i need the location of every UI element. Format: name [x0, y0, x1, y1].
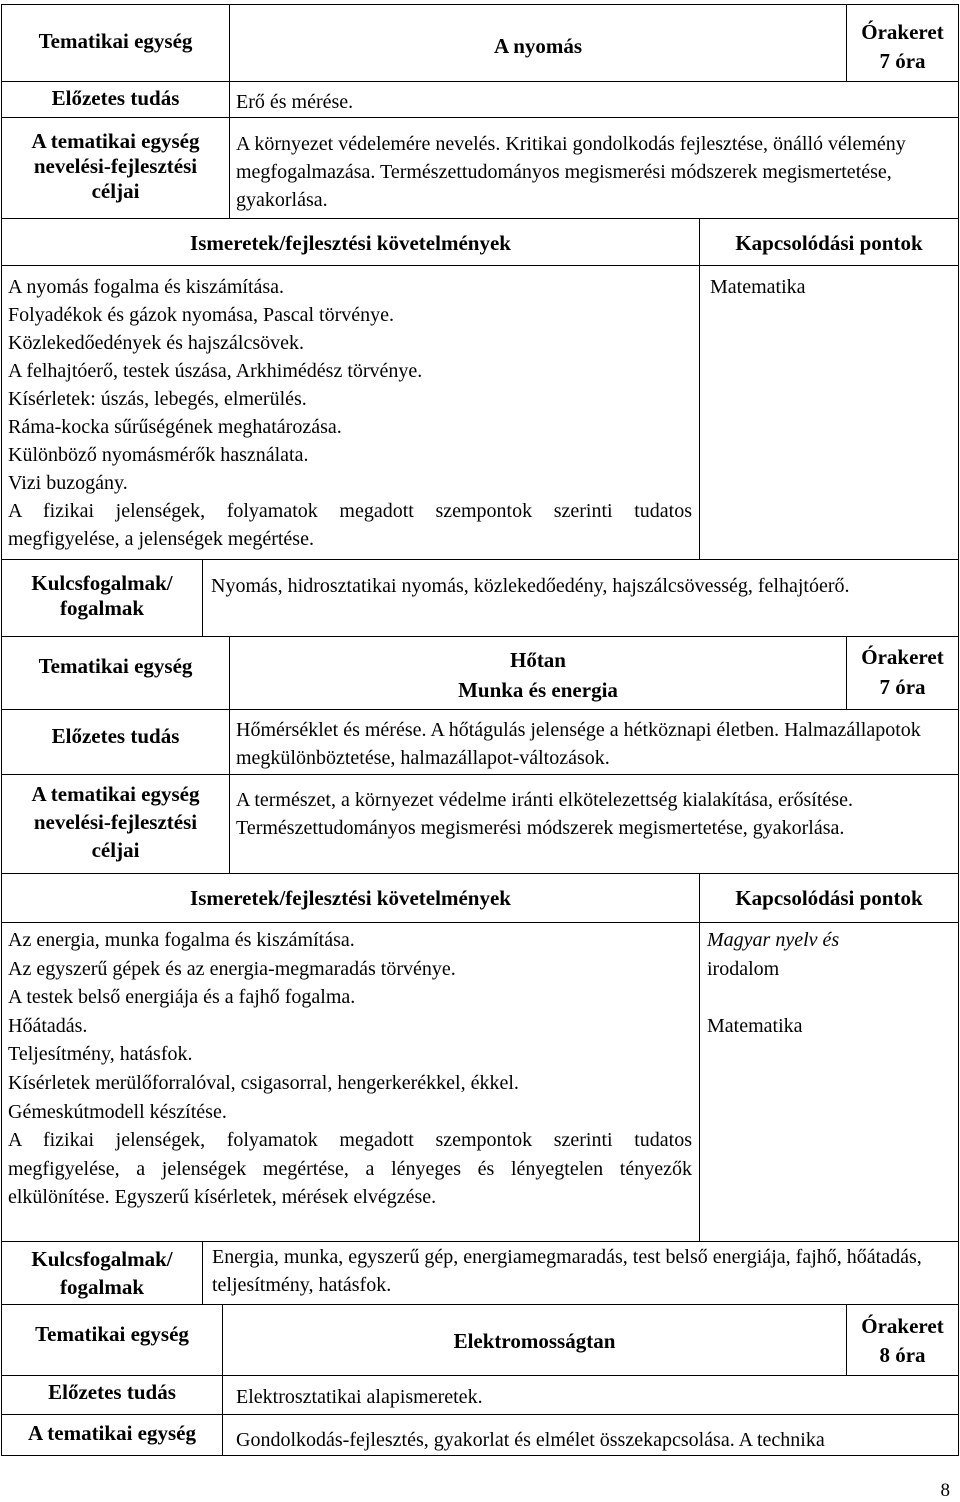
s1-tematikai-label: Tematikai egység	[38, 29, 193, 53]
s2-kulcs-label: Kulcsfogalmak/ fogalmak	[31, 1247, 173, 1299]
s1-ismeret-item: Különböző nyomásmérők használata.	[8, 444, 309, 466]
page-number: 8	[940, 1480, 950, 1501]
s3-elozetes-label: Előzetes tudás	[48, 1380, 176, 1404]
s2-ismeret-item: Az egyszerű gépek és az energia-megmaradás törvénye.	[8, 957, 456, 980]
s1-title: A nyomás	[493, 34, 583, 58]
s1-ismeret-item: Ráma-kocka sűrűségének meghatározása.	[8, 416, 342, 438]
s3-celjai-label: A tematikai egység	[28, 1421, 196, 1445]
s2-kapcsolodasi-item: irodalom	[707, 957, 780, 980]
s1-ismeret-item: Közlekedőedények és hajszálcsövek.	[8, 332, 304, 354]
s2-kapcsolodasi-italic: Magyar nyelv és	[707, 929, 840, 951]
s3-celjai-text: Gondolkodás-fejlesztés, gyakorlat és elmélet összekapcsolása. A technika	[236, 1429, 825, 1451]
s2-ismeretek-list	[8, 926, 692, 1212]
s2-ismeret-item: Teljesítmény, hatásfok.	[8, 1043, 193, 1066]
s2-ismeret-item: A fizikai jelenségek, folyamatok megadott szempontok szerinti tudatos megfigyelése, a jelenségek megértése, a lényeges és lényegtelen tényezők elkülönítése. Egyszerű kísérletek, mérések elvégzése.	[8, 1129, 692, 1209]
s2-kapcsolodasi-header: Kapcsolódási pontok	[735, 886, 923, 910]
s2-ismeretek-header: Ismeretek/fejlesztési követelmények	[190, 886, 511, 910]
s1-ismeret-item: A nyomás fogalma és kiszámítása.	[8, 276, 285, 298]
s3-title: Elektromosságtan	[453, 1329, 616, 1353]
s2-tematikai-label: Tematikai egység	[38, 654, 193, 678]
s1-celjai-label: A tematikai egység nevelési-fejlesztési céljai	[31, 129, 200, 203]
s1-elozetes-text: Erő és mérése.	[236, 91, 354, 113]
s2-orakeret-label: Órakeret	[861, 645, 944, 669]
s1-ismeret-item: A fizikai jelenségek, folyamatok megadott szempontok szerinti tudatos megfigyelése, a jelenségek megértése.	[8, 500, 692, 550]
s2-kulcs-text: Energia, munka, egyszerű gép, energiamegmaradás, test belső energiája, fajhő, hőátadás, teljesítmény, hatásfok.	[212, 1246, 922, 1296]
s1-ismeretek-list	[8, 273, 692, 553]
s1-celjai-text: A környezet védelemére nevelés. Kritikai gondolkodás fejlesztése, önálló vélemény megfogalmazása. Természettudományos megismerési módszerek megismertetése, gyakorlása.	[236, 133, 906, 211]
s2-ismeret-item: Gémeskútmodell készítése.	[8, 1100, 227, 1123]
s2-title: Hőtan Munka és energia	[458, 648, 618, 702]
s2-ismeret-item: Az energia, munka fogalma és kiszámítása.	[8, 929, 355, 951]
s1-ismeret-item: Folyadékok és gázok nyomása, Pascal törvénye.	[8, 304, 395, 326]
s1-kapcsolodasi-item: Matematika	[710, 276, 806, 298]
s2-elozetes-label: Előzetes tudás	[51, 724, 180, 748]
s1-kulcs-text: Nyomás, hidrosztatikai nyomás, közlekedőedény, hajszálcsövesség, felhajtóerő.	[211, 575, 850, 597]
s1-ismeret-item: Vizi buzogány.	[8, 472, 128, 494]
s1-orakeret-label: Órakeret	[861, 20, 944, 44]
s2-ismeret-item: Kísérletek merülőforralóval, csigasorral, hengerkerékkel, ékkel.	[8, 1071, 519, 1094]
s2-kapcsolodasi-list	[707, 926, 952, 1040]
s1-ismeret-item: A felhajtóerő, testek úszása, Arkhimédész törvénye.	[8, 360, 423, 382]
s1-ismeret-item: Kísérletek: úszás, lebegés, elmerülés.	[8, 388, 307, 410]
s1-ismeretek-header: Ismeretek/fejlesztési követelmények	[190, 231, 511, 255]
s3-tematikai-label: Tematikai egység	[35, 1322, 189, 1346]
s2-celjai-text: A természet, a környezet védelme iránti elkötelezettség kialakítása, erősítése. Természettudományos megismerési módszerek megismertetése, gyakorlása.	[236, 789, 853, 839]
s1-kapcsolodasi-cell	[699, 265, 959, 560]
s1-kulcs-label: Kulcsfogalmak/ fogalmak	[31, 571, 173, 620]
s3-orakeret-label: Órakeret	[861, 1314, 944, 1338]
s2-orakeret-value: 7 óra	[879, 675, 926, 699]
s1-kapcsolodasi-header: Kapcsolódási pontok	[735, 231, 923, 255]
s2-celjai-label: A tematikai egység nevelési-fejlesztési céljai	[31, 782, 200, 862]
s2-elozetes-text: Hőmérséklet és mérése. A hőtágulás jelensége a hétköznapi életben. Halmazállapotok megkülönböztetése, halmazállapot-változások.	[236, 719, 921, 769]
s2-ismeret-item: A testek belső energiája és a fajhő fogalma.	[8, 986, 356, 1009]
s2-kapcsolodasi-item: Matematika	[707, 1014, 803, 1037]
s2-ismeret-item: Hőátadás.	[8, 1014, 88, 1037]
s3-elozetes-text: Elektrosztatikai alapismeretek.	[236, 1386, 483, 1408]
s1-elozetes-label: Előzetes tudás	[51, 86, 180, 110]
s1-orakeret-value: 7 óra	[879, 49, 926, 73]
s3-orakeret-value: 8 óra	[879, 1343, 926, 1367]
